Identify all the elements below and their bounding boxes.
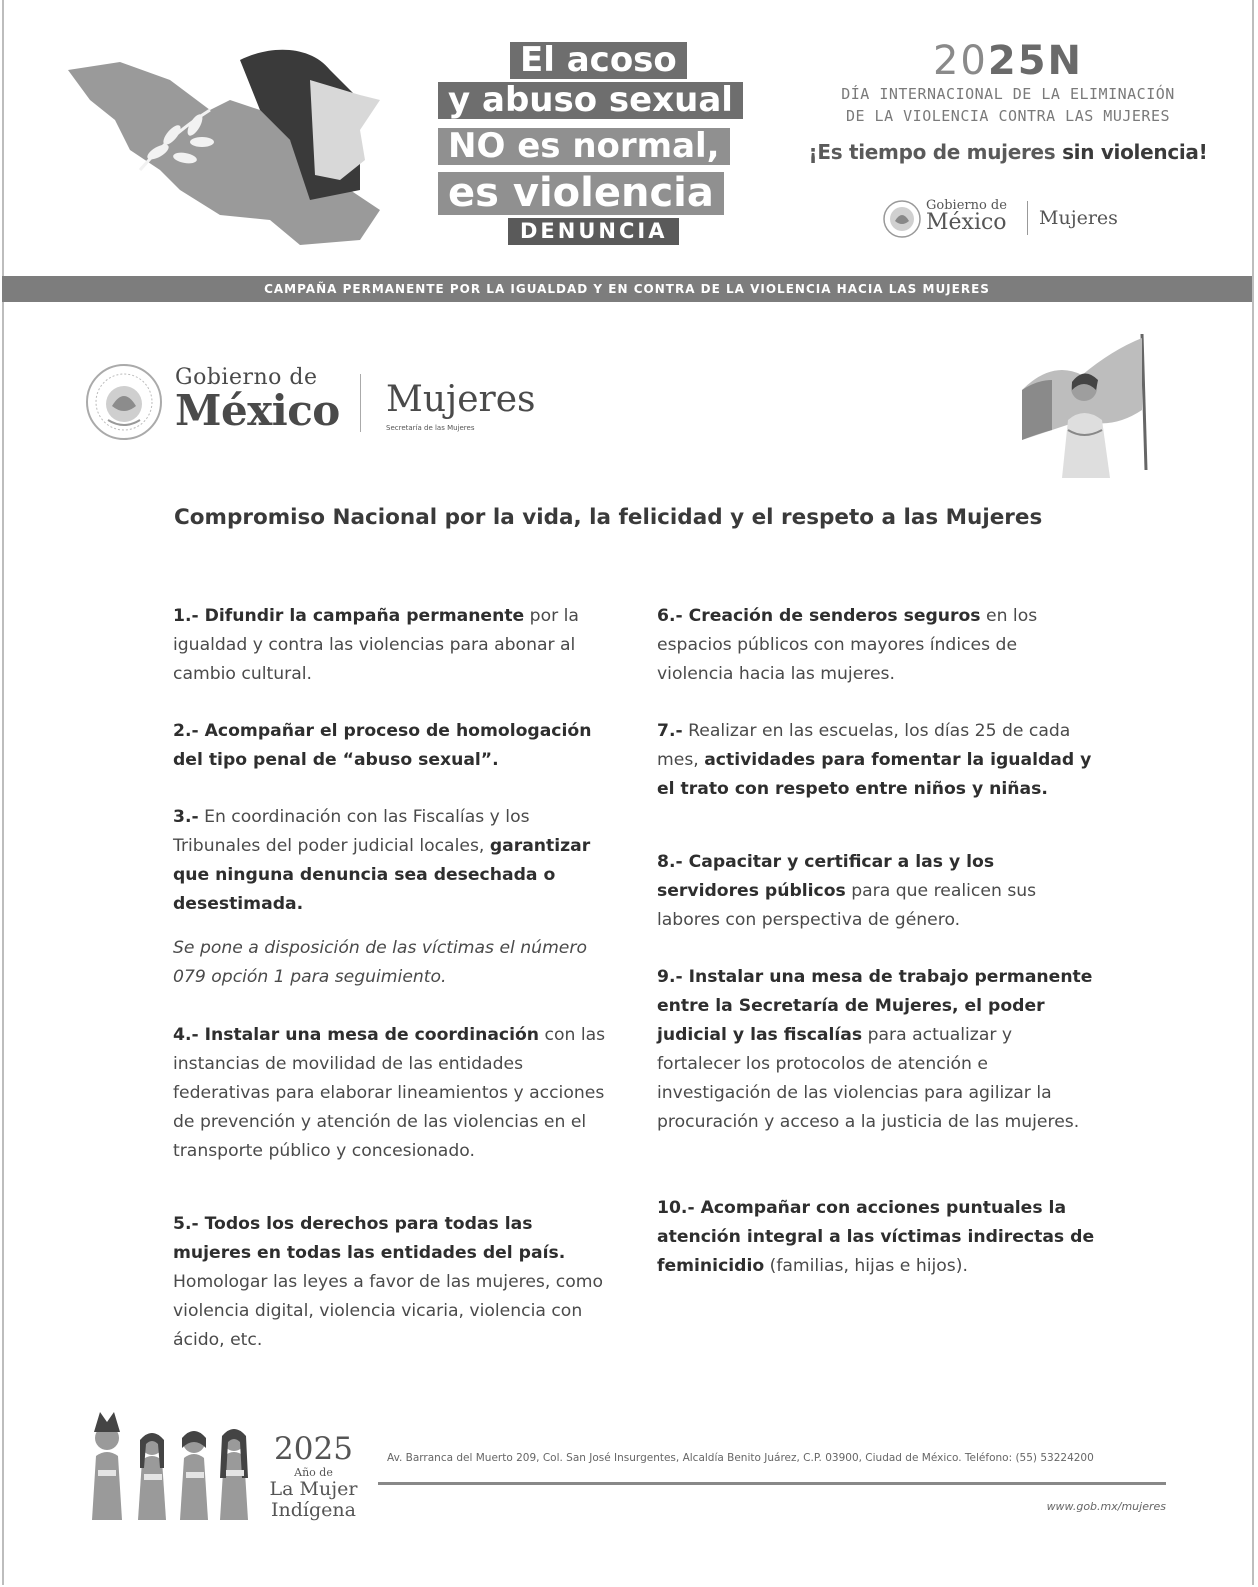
gobierno-de-mexico-logo (175, 365, 340, 436)
commitment-7-number: 7.- (657, 721, 683, 741)
day-line-1: DÍA INTERNACIONAL DE LA ELIMINACIÓN (841, 85, 1175, 103)
banner-mujeres-logo: Mujeres (1039, 207, 1118, 229)
gob-small-text: Gobierno de (175, 365, 318, 390)
commitment-5 (173, 1210, 613, 1355)
headline-line-4: es violencia (438, 172, 724, 215)
commitment-3-bold: garantizar que ninguna denuncia sea desechada o desestimada. (173, 836, 591, 914)
headline-line-2: y abuso sexual (438, 82, 743, 119)
coat-of-arms-icon (882, 199, 922, 239)
commitment-4-heading: 4.- Instalar una mesa de coordinación (173, 1025, 540, 1045)
day-line-2: DE LA VIOLENCIA CONTRA LAS MUJERES (845, 106, 1171, 125)
footer-address: Av. Barranca del Muerto 209, Col. San José Insurgentes, Alcaldía Benito Juárez, C.P. 03900, Ciudad de México. Teléfono: (55) 53224200 (387, 1452, 1094, 1464)
commitment-9-heading: 9.- Instalar una mesa de trabajo permanente entre la Secretaría de Mujeres, el poder judicial y las fiscalías (657, 967, 1093, 1045)
footer-year-sub: Año de (294, 1466, 333, 1479)
footer-url: www.gob.mx/mujeres (1046, 1500, 1166, 1513)
commitment-2-heading: 2.- Acompañar el proceso de homologación del tipo penal de “abuso sexual”. (173, 721, 592, 770)
footer-rule (378, 1482, 1166, 1485)
document-title: Compromiso Nacional por la vida, la felicidad y el respeto a las Mujeres (174, 505, 1043, 530)
commitment-8 (657, 848, 1097, 935)
commitment-10-heading: 10.- Acompañar con acciones puntuales la atención integral a las víctimas indirectas de feminicidio (657, 1198, 1095, 1276)
commitment-1-heading: 1.- Difundir la campaña permanente (173, 606, 525, 626)
letterhead-divider (360, 374, 361, 432)
commitment-9 (657, 963, 1097, 1137)
headline-line-1: El acoso (510, 42, 687, 79)
commitment-4-text: con las instancias de movilidad de las entidades federativas para elaborar lineamientos y acciones de prevención y atención de las violencias en el transporte público y concesionado. (173, 1025, 606, 1161)
slogan-prefix: ¡Es tiempo de mujeres (808, 139, 1063, 164)
commitment-6 (657, 602, 1097, 689)
commitment-4 (173, 1021, 613, 1166)
gob-big-text: México (175, 386, 340, 436)
commitment-8-heading: 8.- Capacitar y certificar a las y los servidores públicos (657, 852, 995, 901)
commitment-2 (173, 717, 613, 775)
year-bold: 25N (987, 38, 1084, 84)
commitment-3 (173, 803, 613, 919)
mujeres-text: Mujeres (386, 379, 536, 420)
footer-name-line-2: Indígena (271, 1499, 356, 1521)
25n-logo (808, 38, 1208, 84)
footer-name-line-1: La Mujer (269, 1478, 358, 1500)
banner-gob-small: Gobierno de (926, 198, 1007, 213)
commitment-3-text: En coordinación con las Fiscalías y los Tribunales del poder judicial locales, (173, 807, 530, 856)
slogan (808, 140, 1208, 164)
commitment-1-text: por la igualdad y contra las violencias para abonar al cambio cultural. (173, 606, 579, 684)
commitment-6-heading: 6.- Creación de senderos seguros (657, 606, 981, 626)
campaign-bar: CAMPAÑA PERMANENTE POR LA IGUALDAD Y EN CONTRA DE LA VIOLENCIA HACIA LAS MUJERES (2, 276, 1252, 302)
commitment-10 (657, 1194, 1097, 1281)
commitment-8-text: para que realicen sus labores con perspectiva de género. (657, 881, 1037, 930)
mexico-map-illustration (60, 40, 400, 255)
commitment-3-number: 3.- (173, 807, 199, 827)
headline-denuncia: DENUNCIA (508, 218, 679, 245)
commitment-9-text: para actualizar y fortalecer los protocolos de atención e investigación de las violencias para agilizar la procuración y acceso a la justicia de las mujeres. (657, 1025, 1080, 1132)
year-of-indigenous-woman-logo (266, 1431, 361, 1521)
commitment-7-bold: actividades para fomentar la igualdad y el trato con respeto entre niños y niñas. (657, 750, 1092, 799)
slogan-bold: sin violencia! (1062, 139, 1208, 164)
banner-logos (882, 195, 1142, 243)
commitment-6-text: en los espacios públicos con mayores índices de violencia hacia las mujeres. (657, 606, 1038, 684)
commitment-5-heading: 5.- Todos los derechos para todas las mujeres en todas las entidades del país. (173, 1214, 566, 1263)
banner-gob-big: México (926, 210, 1007, 235)
hotline-note: Se pone a disposición de las víctimas el número 079 opción 1 para seguimiento. (173, 938, 587, 987)
mujeres-logo (386, 379, 536, 432)
banner-logo-divider (1027, 201, 1028, 235)
national-seal-icon (84, 362, 164, 442)
commitment-7-text: Realizar en las escuelas, los días 25 de cada mes, (657, 721, 1071, 770)
year-prefix: 20 (932, 38, 988, 84)
footer-year: 2025 (274, 1431, 353, 1467)
commitment-7 (657, 717, 1097, 804)
banner-gob-logo (926, 199, 1007, 234)
25n-brand (808, 38, 1208, 164)
commitment-10-text: (familias, hijas e hijos). (764, 1256, 968, 1276)
indigenous-women-illustration (82, 1408, 262, 1520)
heroine-flag-illustration (1012, 330, 1162, 478)
commitment-1 (173, 602, 613, 689)
headline-line-3: NO es normal, (438, 128, 730, 165)
commitment-5-text: Homologar las leyes a favor de las mujeres, como violencia digital, violencia vicaria, violencia con ácido, etc. (173, 1272, 604, 1350)
mujeres-subtext: Secretaría de las Mujeres (386, 424, 475, 432)
